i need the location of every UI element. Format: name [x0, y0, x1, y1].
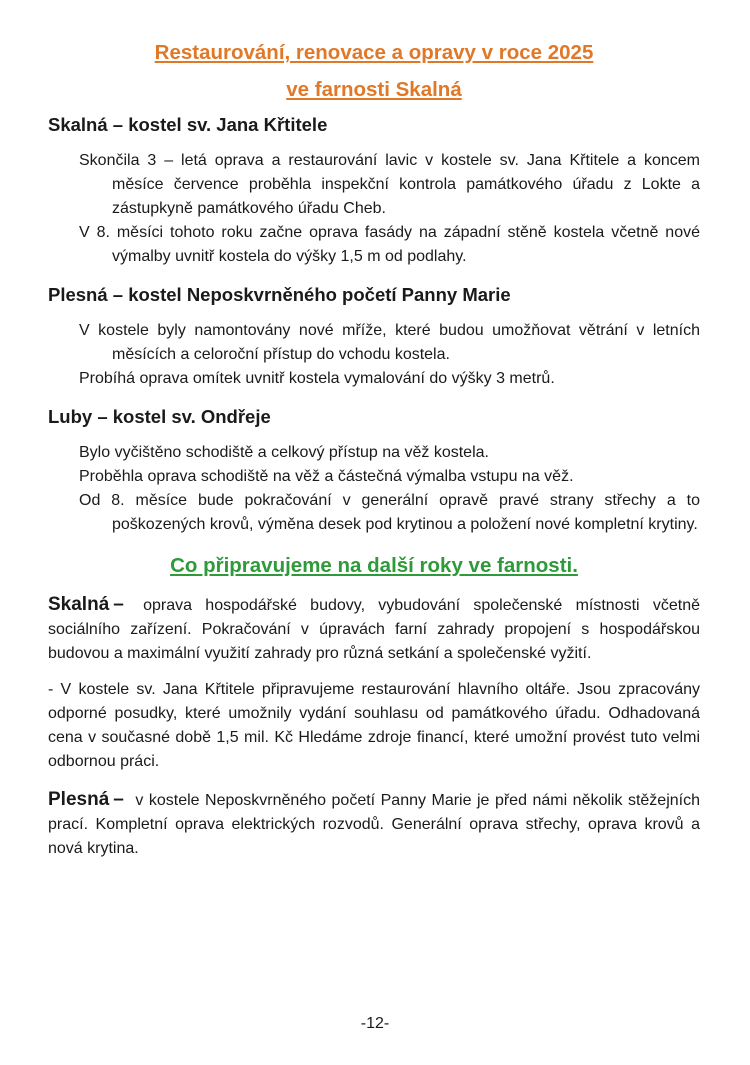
future-skalna-dash: –	[113, 594, 124, 615]
future-skalna-altar-paragraph: - V kostele sv. Jana Křtitele připravujeme restaurování hlavního oltáře. Jsou zpracovány odporné posudky, které umožnily vydání souhlasu od památkového úřadu. Odhadovaná cena v současné době 1,5 mil. Kč Hledáme zdroje financí, které umožní provést tuto velmi odbornou práci.	[48, 681, 700, 770]
document-page	[48, 0, 700, 861]
document-title-line-1: Restaurování, renovace a opravy v roce 2025	[154, 41, 594, 64]
future-skalna-paragraph	[48, 593, 700, 666]
list-item: Proběhla oprava schodiště na věž a částečná výmalba vstupu na věž.	[79, 468, 574, 485]
section-heading-skalna: Skalná – kostel sv. Jana Křtitele	[48, 114, 328, 135]
list-item: Od 8. měsíce bude pokračování v generální opravě pravé strany střechy a to poškozených krovů, výměna desek pod krytinou a položení nové kompletní krytiny.	[79, 492, 700, 533]
section-list-skalna	[48, 149, 700, 269]
page-number: -12-	[360, 1015, 390, 1032]
future-plans-heading: Co připravujeme na další roky ve farnosti.	[170, 554, 578, 577]
section-heading-plesna: Plesná – kostel Neposkvrněného početí Panny Marie	[48, 284, 511, 305]
list-item: V kostele byly namontovány nové mříže, které budou umožňovat větrání v letních měsících a celoroční přístup do vchodu kostela.	[79, 322, 700, 363]
future-plesna-lead: Plesná	[48, 789, 110, 810]
future-plesna-paragraph	[48, 788, 700, 861]
list-item: Skončila 3 – letá oprava a restaurování lavic v kostele sv. Jana Křtitele a koncem měsíce července proběhla inspekční kontrola památkového úřadu z Lokte a zástupkyně památkového úřadu Cheb.	[79, 152, 700, 217]
list-item: Probíhá oprava omítek uvnitř kostela vymalování do výšky 3 metrů.	[79, 370, 555, 387]
list-item: Bylo vyčištěno schodiště a celkový přístup na věž kostela.	[79, 444, 489, 461]
future-skalna-lead: Skalná	[48, 594, 110, 615]
future-plesna-text: v kostele Neposkvrněného početí Panny Marie je před námi několik stěžejních prací. Kompletní oprava elektrických rozvodů. Generální oprava střechy, oprava krovů a nová krytina.	[48, 792, 701, 857]
section-heading-luby: Luby – kostel sv. Ondřeje	[48, 406, 271, 427]
future-plesna-dash: –	[113, 789, 124, 810]
document-title-line-2: ve farnosti Skalná	[286, 78, 462, 101]
section-list-plesna	[48, 319, 700, 391]
list-item: V 8. měsíci tohoto roku začne oprava fasády na západní stěně kostela včetně nové výmalby uvnitř kostela do výšky 1,5 m od podlahy.	[79, 224, 700, 265]
future-skalna-text: oprava hospodářské budovy, vybudování společenské místnosti včetně sociálního zařízení. Pokračování v úpravách farní zahrady propojení s hospodářskou budovou a maximální využití zahrady pro různá setkání a společenské vyžití.	[48, 597, 700, 662]
section-list-luby	[48, 441, 700, 537]
